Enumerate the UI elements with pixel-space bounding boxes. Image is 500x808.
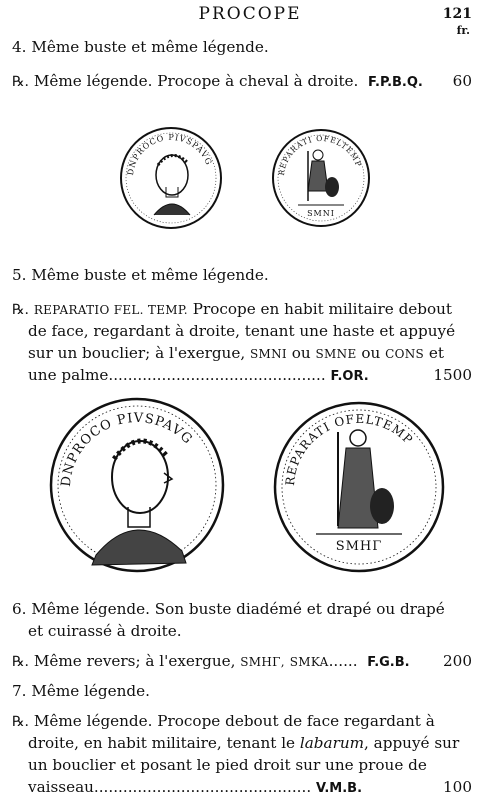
entry-5-reverse-line-1 (12, 298, 452, 321)
grade: F.G.B. (367, 655, 410, 670)
coin-legend: DNPROCO PIVSPAVG (125, 132, 214, 176)
entry-6-reverse: ℞. Même revers; à l'exergue, SMHΓ, SMKA...... F.G.B. (12, 652, 410, 670)
reverse-text: Procope en habit militaire debout (192, 300, 453, 318)
grade: V.M.B. (315, 781, 363, 796)
coin-exergue: SMNI (307, 209, 335, 218)
page-title: PROCOPE (198, 4, 302, 24)
entry-7-reverse-line-2: droite, en habit militaire, tenant le labarum, appuyé sur (28, 734, 460, 752)
price: 100 (443, 778, 472, 796)
entry-5-obverse: 5. Même buste et même légende. (12, 266, 269, 284)
entry-6-obverse-line-1: 6. Même légende. Son buste diadémé et drapé ou drapé (12, 600, 445, 618)
entry-5-reverse-line-3: sur un bouclier; à l'exergue, SMNI ou SMNE ou CONS et (28, 344, 444, 362)
entry-5-reverse-line-4: une palme............................................. F.OR. (28, 366, 369, 384)
coin-reverse-large (272, 398, 446, 576)
entry-7-reverse-line-3: un bouclier et posant le pied droit sur une proue de (28, 756, 427, 774)
reverse-symbol: ℞. (12, 714, 30, 730)
entry-4-obverse: 4. Même buste et même légende. (12, 38, 269, 56)
coin-legend: DNPROCO PIVSPAVG (58, 410, 196, 488)
reverse-legend: REPARATIO FEL. TEMP. (33, 303, 188, 317)
page-number: 121 (442, 6, 472, 22)
reverse-symbol: ℞. (12, 654, 30, 670)
price-unit: fr. (456, 24, 470, 37)
reverse-symbol: ℞. (12, 74, 30, 90)
entry-6-obverse-line-2: et cuirassé à droite. (28, 622, 182, 640)
price: 200 (443, 652, 472, 670)
price: 1500 (433, 366, 472, 384)
entry-4-reverse (12, 70, 423, 94)
grade: F.OR. (330, 369, 369, 384)
coin-legend: REPARATI OFELTEMP (277, 133, 364, 176)
exergue-mark: SMKA (289, 655, 329, 669)
reverse-text: Même légende. Procope à cheval à droite. (33, 72, 359, 90)
price: 60 (452, 72, 472, 90)
coin-obverse-large (48, 395, 226, 575)
exergue-mark: CONS (385, 347, 425, 361)
exergue-mark: SMNE (315, 347, 357, 361)
grade: F.P.B.Q. (368, 75, 423, 90)
entry-7-reverse-line-4: vaisseau............................................. V.M.B. (28, 778, 363, 796)
entry-5-reverse-line-2: de face, regardant à droite, tenant une haste et appuyé (28, 322, 456, 340)
reverse-symbol: ℞. (12, 302, 30, 318)
entry-7-obverse: 7. Même légende. (12, 682, 150, 700)
exergue-mark: SMNI (249, 347, 287, 361)
coin-reverse-small (270, 127, 372, 229)
exergue-mark: SMHΓ, (240, 655, 285, 669)
coin-legend: REPARATI OFELTEMP (282, 411, 416, 487)
coin-exergue: SMHΓ (335, 539, 383, 554)
entry-7-reverse-line-1: ℞. Même légende. Procope debout de face regardant à (12, 712, 435, 730)
coin-obverse-small (118, 125, 224, 231)
